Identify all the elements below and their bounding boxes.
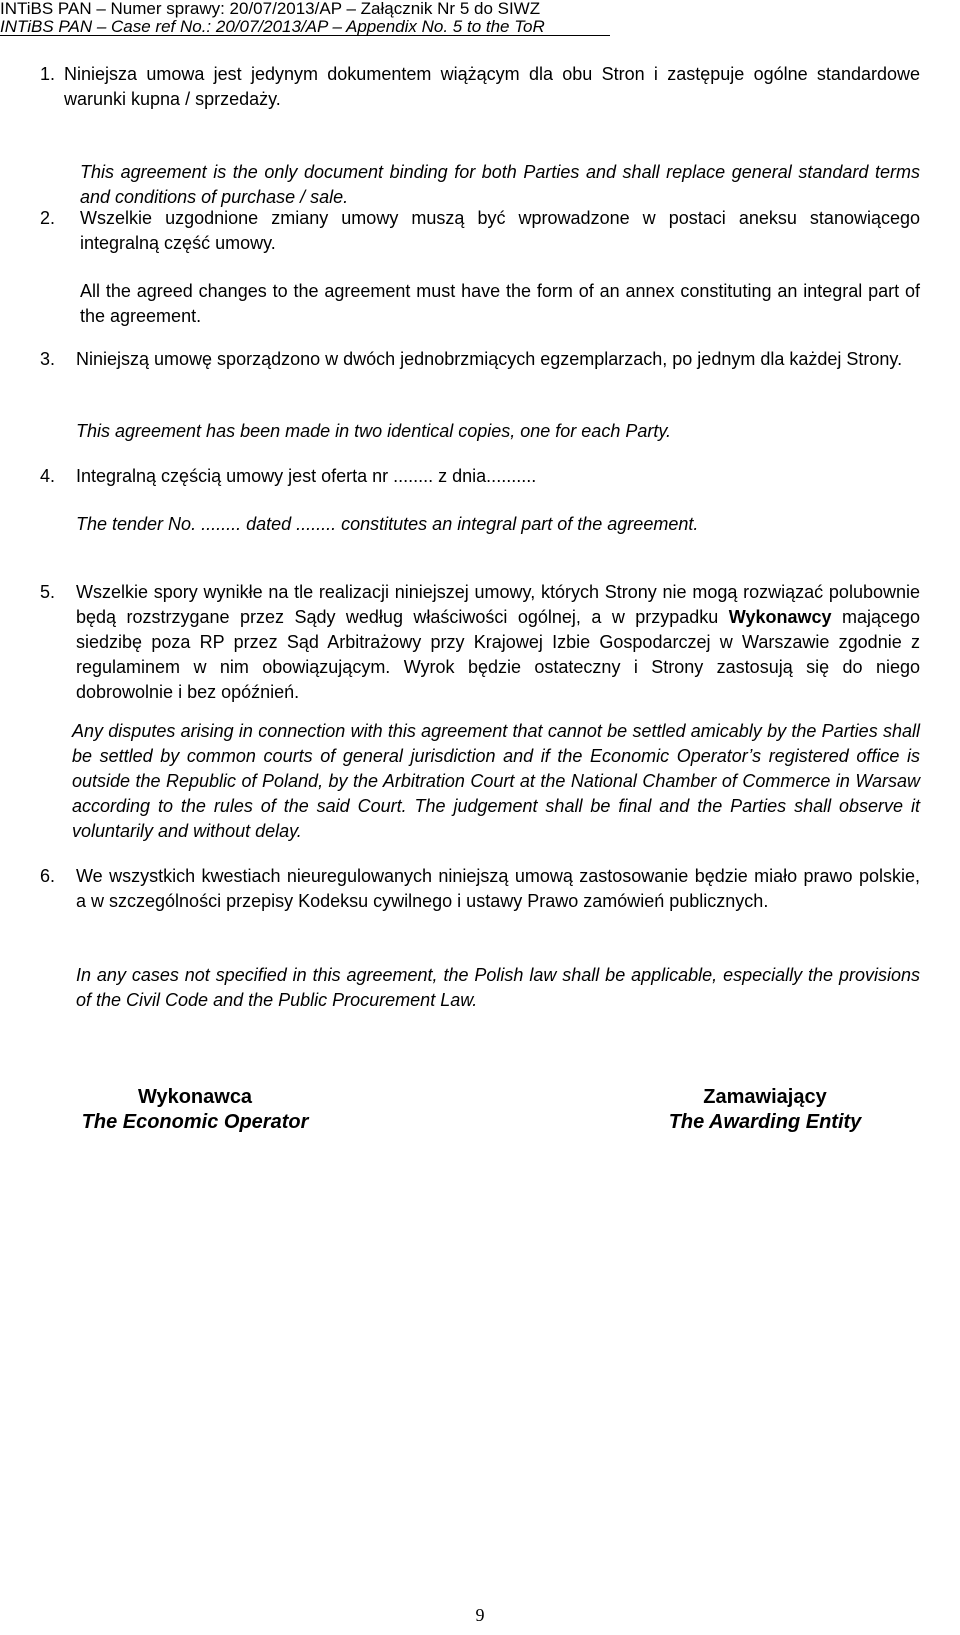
- clause-text-pl: We wszystkich kwestiach nieuregulowanych niniejszą umową zastosowanie będzie miało prawo polskie, a w szczególności przepisy Kodeksu cywilnego i ustawy Prawo zamówień publicznych.: [76, 866, 920, 911]
- signature-role-pl: Wykonawca: [137, 1086, 253, 1108]
- clause-number: 4.: [40, 466, 56, 486]
- clause-number: 5.: [40, 582, 56, 602]
- clause-text-en: This agreement is the only document binding for both Parties and shall replace general standard terms and conditions of purchase / sale.: [80, 162, 920, 207]
- signature-economic-operator: [60, 1085, 330, 1135]
- clause-text-en: In any cases not specified in this agreement, the Polish law shall be applicable, especially the provisions of the Civil Code and the Public Procurement Law.: [76, 965, 920, 1010]
- clause-text-en: This agreement has been made in two identical copies, one for each Party.: [76, 421, 672, 441]
- clause-number: 2.: [40, 208, 56, 228]
- clause-text-pl-part: Wszelkie spory wynikłe na tle realizacji niniejszej umowy, których Strony nie mogą rozwiązać polubownie będą rozstrzygane przez Sądy według właściwości ogólnej, a w przypadku: [76, 582, 920, 627]
- clause-text-pl: [76, 580, 920, 705]
- clause-text-pl: Integralną częścią umowy jest oferta nr ........ z dnia..........: [76, 466, 537, 486]
- clause-text-en: All the agreed changes to the agreement must have the form of an annex constituting an integral part of the agreement.: [80, 281, 920, 326]
- clause-number: 6.: [40, 866, 56, 886]
- signature-awarding-entity: [650, 1085, 880, 1135]
- page-number: 9: [475, 1605, 485, 1625]
- clause-text-en: Any disputes arising in connection with this agreement that cannot be settled amicably by the Parties shall be settled by common courts of general jurisdiction and if the Economic Operator’s registered office is outside the Republic of Poland, by the Arbitration Court at the National Chamber of Commerce in Warsaw according to the rules of the said Court. The judgement shall be final and the Parties shall observe it voluntarily and without delay.: [72, 721, 920, 841]
- header-case-reference-pl: INTiBS PAN – Numer sprawy: 20/07/2013/AP – Załącznik Nr 5 do SIWZ: [0, 0, 541, 18]
- document-header: [0, 0, 610, 36]
- clause-text-pl-part: mającego siedzibę poza RP przez Sąd Arbitrażowy przy Krajowej Izbie Gospodarczej w Warszawie zgodnie z regulaminem w nim obowiązującym. Wyrok będzie ostateczny i Strony zastosują się do niego dobrowolnie i bez opóźnień.: [76, 607, 920, 702]
- clause-number: 3.: [40, 349, 56, 369]
- clause-text-pl: Niniejszą umowę sporządzono w dwóch jednobrzmiących egzemplarzach, po jednym dla każdej Strony.: [76, 349, 903, 369]
- clause-number: 1.: [40, 64, 56, 84]
- clause-text-pl-bold-term: Wykonawcy: [728, 607, 832, 627]
- header-case-reference-en: INTiBS PAN – Case ref No.: 20/07/2013/AP – Appendix No. 5 to the ToR: [0, 18, 610, 36]
- clause-text-pl: Niniejsza umowa jest jedynym dokumentem wiążącym dla obu Stron i zastępuje ogólne standardowe warunki kupna / sprzedaży.: [64, 64, 920, 109]
- signature-role-pl: Zamawiający: [703, 1086, 827, 1108]
- clause-text-en: The tender No. ........ dated ........ constitutes an integral part of the agreement.: [76, 514, 699, 534]
- signature-role-en: The Awarding Entity: [668, 1111, 862, 1133]
- clause-text-pl: Wszelkie uzgodnione zmiany umowy muszą być wprowadzone w postaci aneksu stanowiącego integralną część umowy.: [80, 208, 920, 253]
- signature-role-en: The Economic Operator: [81, 1111, 309, 1133]
